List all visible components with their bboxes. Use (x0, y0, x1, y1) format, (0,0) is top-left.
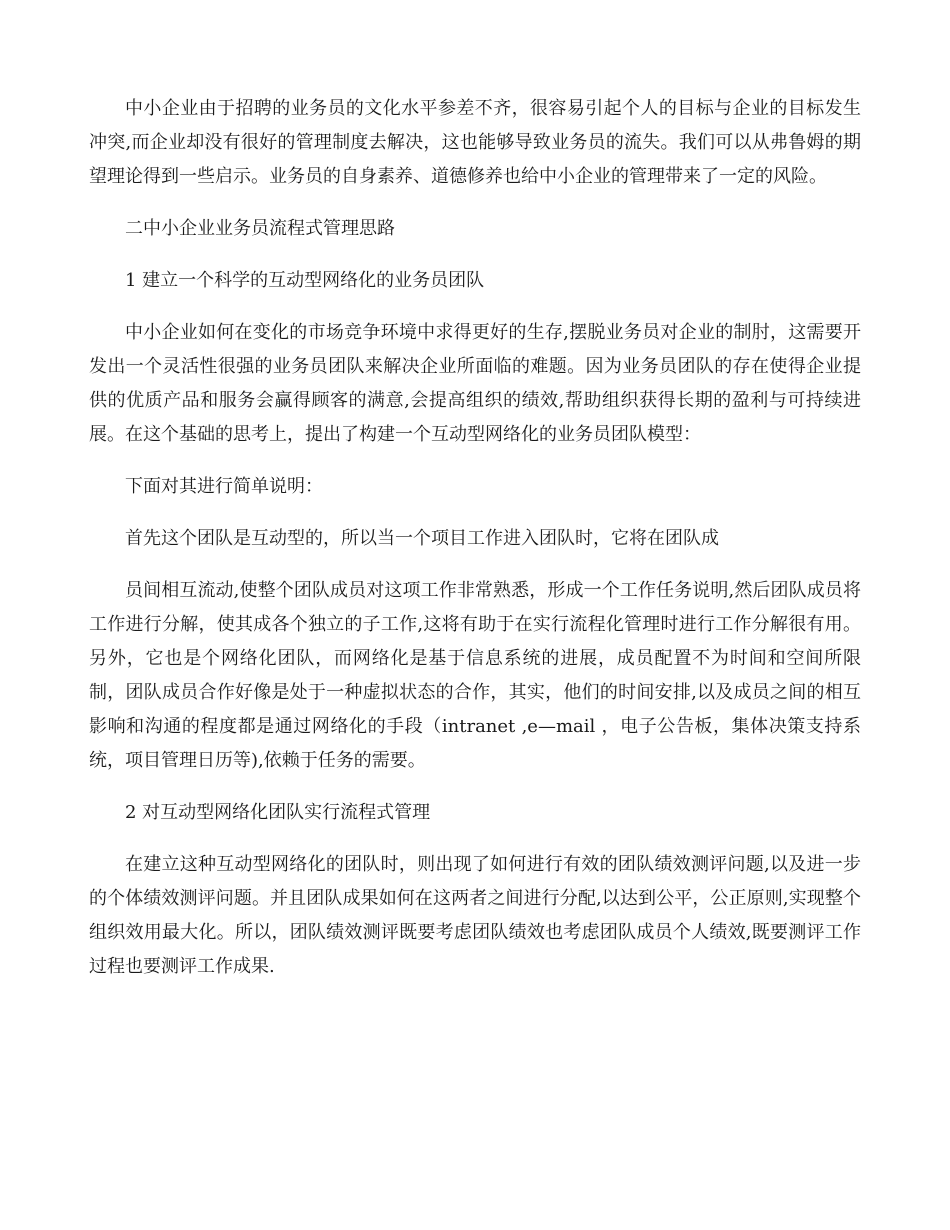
paragraph-intro-risk: 中小企业由于招聘的业务员的文化水平参差不齐，很容易引起个人的目标与企业的目标发生冲突,而企业却没有很好的管理制度去解决，这也能够导致业务员的流失。我们可以从弗鲁姆的期望理论得到一些启示。业务员的自身素养、道德修养也给中小企业的管理带来了一定的风险。 (89, 98, 861, 187)
paragraph-team-building: 中小企业如何在变化的市场竞争环境中求得更好的生存,摆脱业务员对企业的制肘，这需要开发出一个灵活性很强的业务员团队来解决企业所面临的难题。因为业务员团队的存在使得企业提供的优质产品和服务会赢得顾客的满意,会提高组织的绩效,帮助组织获得长期的盈利与可持续进展。在这个基础的思考上，提出了构建一个互动型网络化的业务员团队模型： (89, 322, 861, 445)
paragraph-explanation-lead: 下面对其进行简单说明： (125, 476, 323, 497)
paragraph-network-team: 员间相互流动,使整个团队成员对这项工作非常熟悉，形成一个工作任务说明,然后团队成员将工作进行分解，使其成各个独立的子工作,这将有助于在实行流程化管理时进行工作分解很有用。另外，它也是个网络化团队，而网络化是基于信息系统的进展，成员配置不为时间和空间所限制，团队成员合作好像是处于一种虚拟状态的合作，其实，他们的时间安排,以及成员之间的相互影响和沟通的程度都是通过网络化的手段（intranet ,e—mail ，电子公告板，集体决策支持系统，项目管理日历等),依赖于任务的需要。 (89, 580, 861, 771)
section-heading-2: 二中小企业业务员流程式管理思路 (125, 218, 395, 239)
subsection-heading-2: 2 对互动型网络化团队实行流程式管理 (125, 802, 431, 823)
paragraph-interactive-team: 首先这个团队是互动型的，所以当一个项目工作进入团队时，它将在团队成 (125, 528, 719, 549)
paragraph-performance-evaluation: 在建立这种互动型网络化的团队时，则出现了如何进行有效的团队绩效测评问题,以及进一步的个体绩效测评问题。并且团队成果如何在这两者之间进行分配,以达到公平，公正原则,实现整个组织效用最大化。所以，团队绩效测评既要考虑团队绩效也考虑团队成员个人绩效,既要测评工作过程也要测评工作成果. (89, 854, 861, 977)
subsection-heading-1: 1 建立一个科学的互动型网络化的业务员团队 (125, 270, 485, 291)
document-body (89, 92, 861, 1002)
